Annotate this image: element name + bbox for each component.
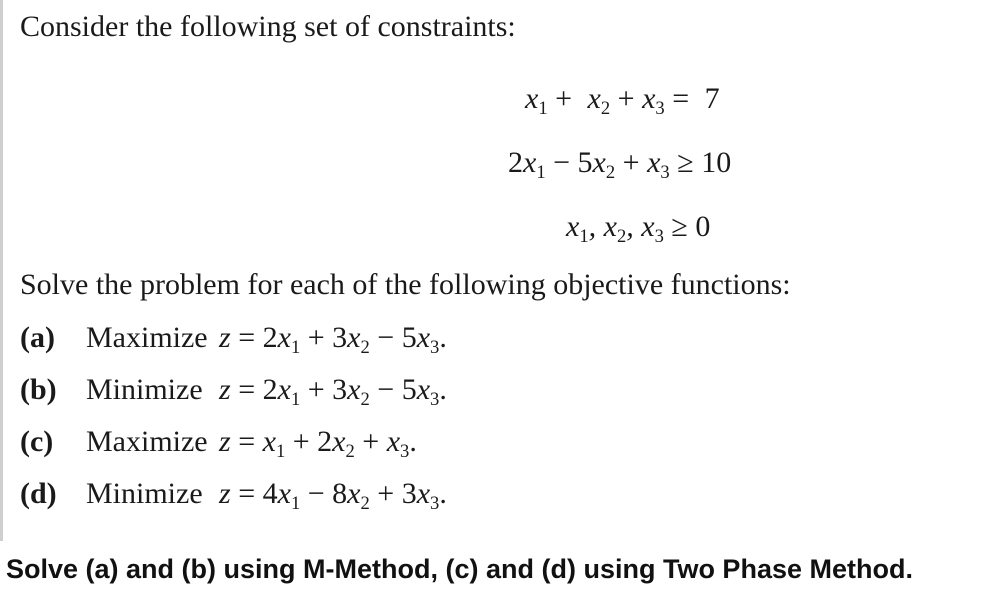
method-instruction: Solve (a) and (b) using M-Method, (c) and (d) using Two Phase Method. (6, 554, 913, 584)
part-verb: Minimize (86, 373, 203, 406)
constraint-1-rhs: 7 (704, 82, 720, 115)
constraint-2: $2x_1 - 5x_2 + x_3 \ge 10$ (508, 146, 732, 183)
constraint-3-rhs: 0 (695, 210, 711, 243)
objective-part-c (20, 422, 447, 474)
constraint-3-relation: ≥ (671, 210, 688, 243)
part-verb: Maximize (86, 321, 208, 354)
part-verb: Minimize (86, 477, 203, 510)
constraint-2-relation: ≥ (677, 146, 694, 179)
objective-expression: $z = x_1 + 2x_2 + x_3$. (219, 425, 417, 462)
part-label: (c) (20, 425, 54, 458)
part-label: (a) (20, 321, 55, 354)
constraint-1: $x_1 + x_2 + x_3 = 7$ (525, 82, 720, 119)
constraint-2-rhs: 10 (701, 146, 732, 179)
objective-expression: $z = 2x_1 + 3x_2 - 5x_3$. (219, 373, 447, 410)
intro-text: Consider the following set of constraints: (20, 10, 516, 43)
objective-part-a (20, 318, 447, 370)
objective-expression: $z = 4x_1 - 8x_2 + 3x_3$. (219, 477, 447, 514)
objective-expression: $z = 2x_1 + 3x_2 - 5x_3$. (219, 321, 447, 358)
part-verb: Maximize (86, 425, 208, 458)
objective-list (20, 318, 447, 526)
part-label: (b) (20, 373, 57, 406)
constraint-nonneg: $x_1$, $x_2$, $x_3 \ge 0$ (566, 210, 711, 247)
objective-part-d (20, 474, 447, 526)
objective-part-b (20, 370, 447, 422)
part-label: (d) (20, 477, 57, 510)
constraint-1-relation: = (672, 82, 690, 115)
objective-intro-text: Solve the problem for each of the following objective functions: (20, 268, 791, 301)
page-margin-rule (0, 0, 3, 541)
